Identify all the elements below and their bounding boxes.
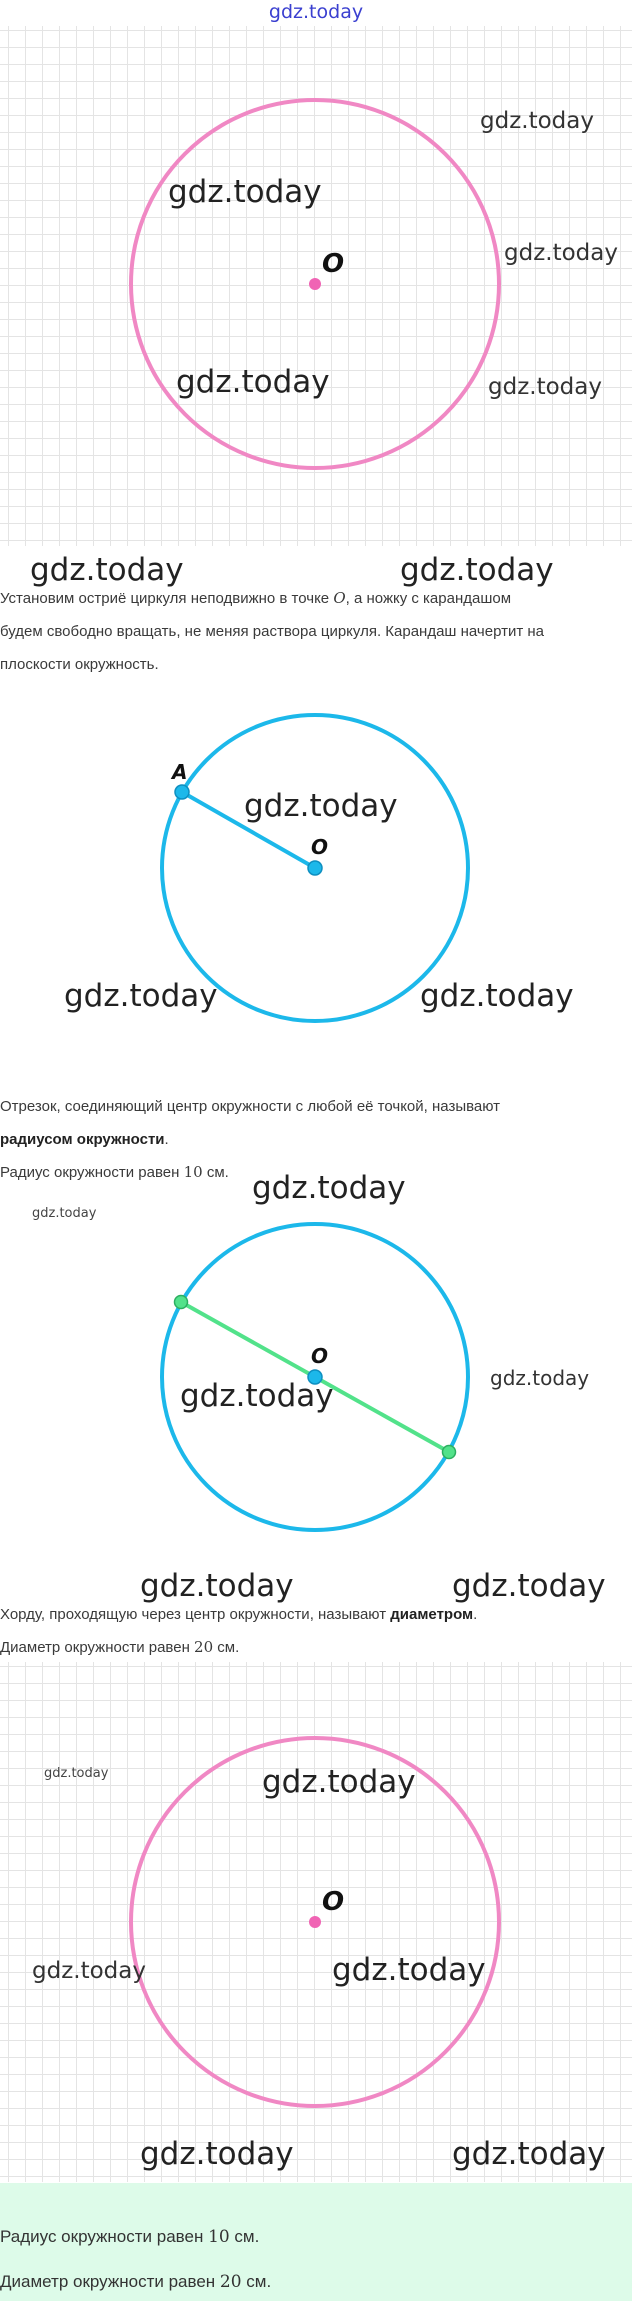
paragraph-compass (0, 582, 632, 681)
watermark: gdz.today (252, 1170, 406, 1206)
circle-4-center-point (309, 1916, 321, 1928)
point-a-label: A (172, 760, 188, 784)
paragraph-line: Хорду, проходящую через центр окружности, называют диаметром. (0, 1606, 478, 1623)
circle-1-drawing (0, 26, 632, 546)
watermark: gdz.today (262, 1764, 416, 1800)
paragraph-line: Установим остриё циркуля неподвижно в точке O, а ножку с карандашом (0, 589, 512, 607)
circle-4-center-label: O (322, 1887, 345, 1917)
watermark: gdz.today (452, 2136, 606, 2172)
figure-circle-1 (0, 26, 632, 546)
circle-1-center-point (309, 278, 321, 290)
watermark: gdz.today (420, 978, 574, 1014)
watermark: gdz.today (44, 1766, 109, 1781)
answer-block (0, 2183, 632, 2301)
watermark: gdz.today (244, 788, 398, 824)
paragraph-line-diameter-value: Диаметр окружности равен 20 см. (0, 1638, 240, 1656)
figure-circle-radius (0, 690, 632, 1050)
watermark: gdz.today (504, 240, 618, 266)
paragraph-line: будем свободно вращать, не меняя раствора циркуля. Карандаш начертит на (0, 623, 544, 640)
watermark: gdz.today (32, 1958, 146, 1984)
watermark: gdz.today (180, 1378, 334, 1414)
math-point-o: O (333, 589, 346, 607)
circle-4-drawing (0, 1662, 632, 2182)
site-logo[interactable]: gdz.today (268, 1, 364, 23)
point-a-marker (175, 785, 189, 799)
circle-1-center-label: O (322, 249, 345, 279)
figure-circle-4 (0, 1662, 632, 2182)
watermark: gdz.today (490, 1366, 590, 1390)
watermark: gdz.today (168, 174, 322, 210)
term-radius: радиусом окружности (0, 1131, 165, 1148)
paragraph-line: плоскости окружность. (0, 656, 159, 673)
watermark: gdz.today (488, 374, 602, 400)
answer-radius: Радиус окружности равен 10 см. (0, 2227, 260, 2247)
watermark: gdz.today (140, 2136, 294, 2172)
watermark: gdz.today (400, 552, 554, 588)
figure-circle-diameter (0, 1170, 632, 1580)
diameter-endpoint (443, 1446, 456, 1459)
term-diameter: диаметром (390, 1606, 474, 1623)
watermark: gdz.today (176, 364, 330, 400)
diameter-endpoint (175, 1296, 188, 1309)
paragraph-line: радиусом окружности. (0, 1131, 169, 1148)
watermark: gdz.today (30, 552, 184, 588)
circle-2-center-label: O (311, 835, 329, 859)
circle-2-center-point (308, 861, 322, 875)
paragraph-line-radius-value: Радиус окружности равен 10 см. (0, 1163, 229, 1181)
watermark: gdz.today (452, 1568, 606, 1604)
watermark: gdz.today (32, 1206, 97, 1221)
watermark: gdz.today (140, 1568, 294, 1604)
paragraph-diameter-definition (0, 1598, 632, 1664)
circle-3-center-label: O (311, 1344, 329, 1368)
watermark: gdz.today (480, 108, 594, 134)
paragraph-line: Отрезок, соединяющий центр окружности с любой её точкой, называют (0, 1098, 501, 1115)
watermark: gdz.today (64, 978, 218, 1014)
watermark: gdz.today (332, 1952, 486, 1988)
answer-diameter: Диаметр окружности равен 20 см. (0, 2272, 272, 2292)
